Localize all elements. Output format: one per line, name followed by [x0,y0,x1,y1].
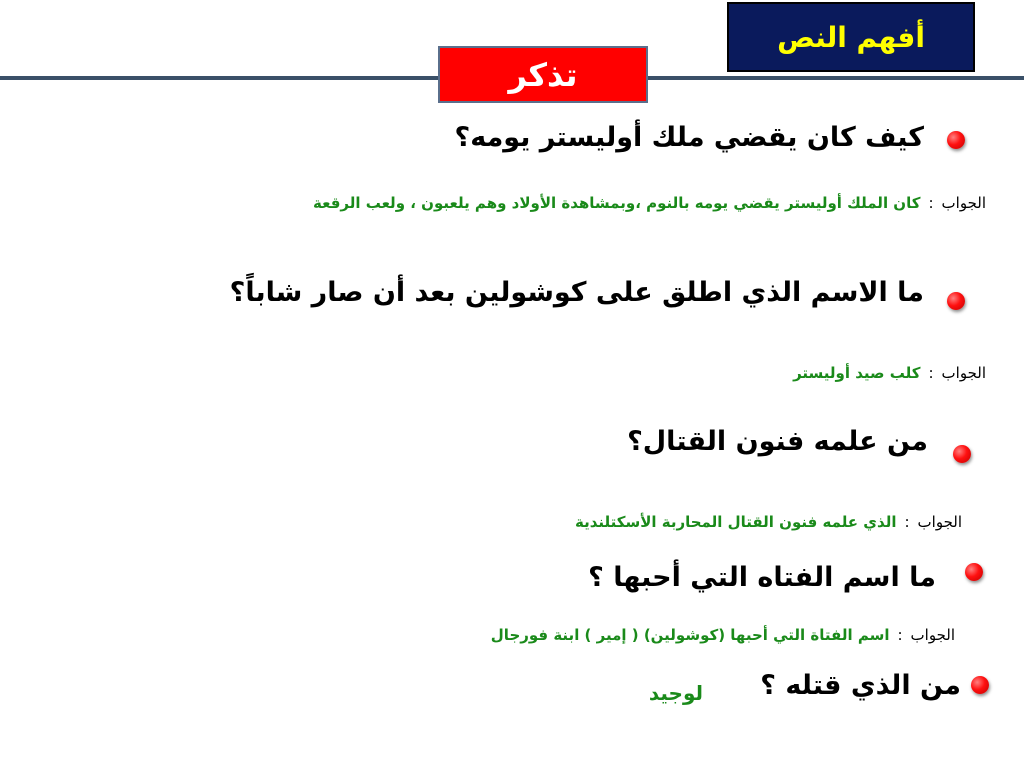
answer-label: الجواب [910,626,955,644]
answer-separator: : [928,364,934,382]
slide-title: أفهم النص [777,20,925,54]
answer-label: الجواب [917,513,962,531]
answer-separator: : [904,513,910,531]
remember-label: تذكر [508,55,578,94]
question-2: ما الاسم الذي اطلق على كوشولين بعد أن صار شاباً؟ [229,277,924,308]
bullet-icon [953,445,971,463]
answer-text: كان الملك أوليستر يقضي يومه بالنوم ،وبمشاهدة الأولاد وهم يلعبون ، ولعب الرقعة [313,194,921,212]
answer-3 [575,513,962,531]
question-5: من الذي قتله ؟ [760,670,961,701]
slide-title-box [727,2,975,72]
bullet-icon [971,676,989,694]
answer-5: لوجيد [648,681,703,705]
bullet-icon [947,131,965,149]
answer-text: اسم الفتاة التي أحبها (كوشولين) ( إمير ) ابنة فورجال [490,626,890,644]
bullet-icon [947,292,965,310]
bullet-icon [965,563,983,581]
answer-label: الجواب [941,194,986,212]
answer-2 [793,364,986,382]
question-3: من علمه فنون القتال؟ [627,426,928,457]
remember-box [438,46,648,103]
answer-separator: : [897,626,903,644]
answer-text: الذي علمه فنون القتال المحاربة الأسكتلندية [574,513,897,531]
answer-1 [313,194,986,212]
question-1: كيف كان يقضي ملك أوليستر يومه؟ [454,122,924,153]
answer-label: الجواب [941,364,986,382]
question-4: ما اسم الفتاه التي أحبها ؟ [588,562,936,593]
answer-4 [491,626,955,644]
answer-separator: : [928,194,934,212]
answer-text: كلب صيد أوليستر [793,364,921,382]
